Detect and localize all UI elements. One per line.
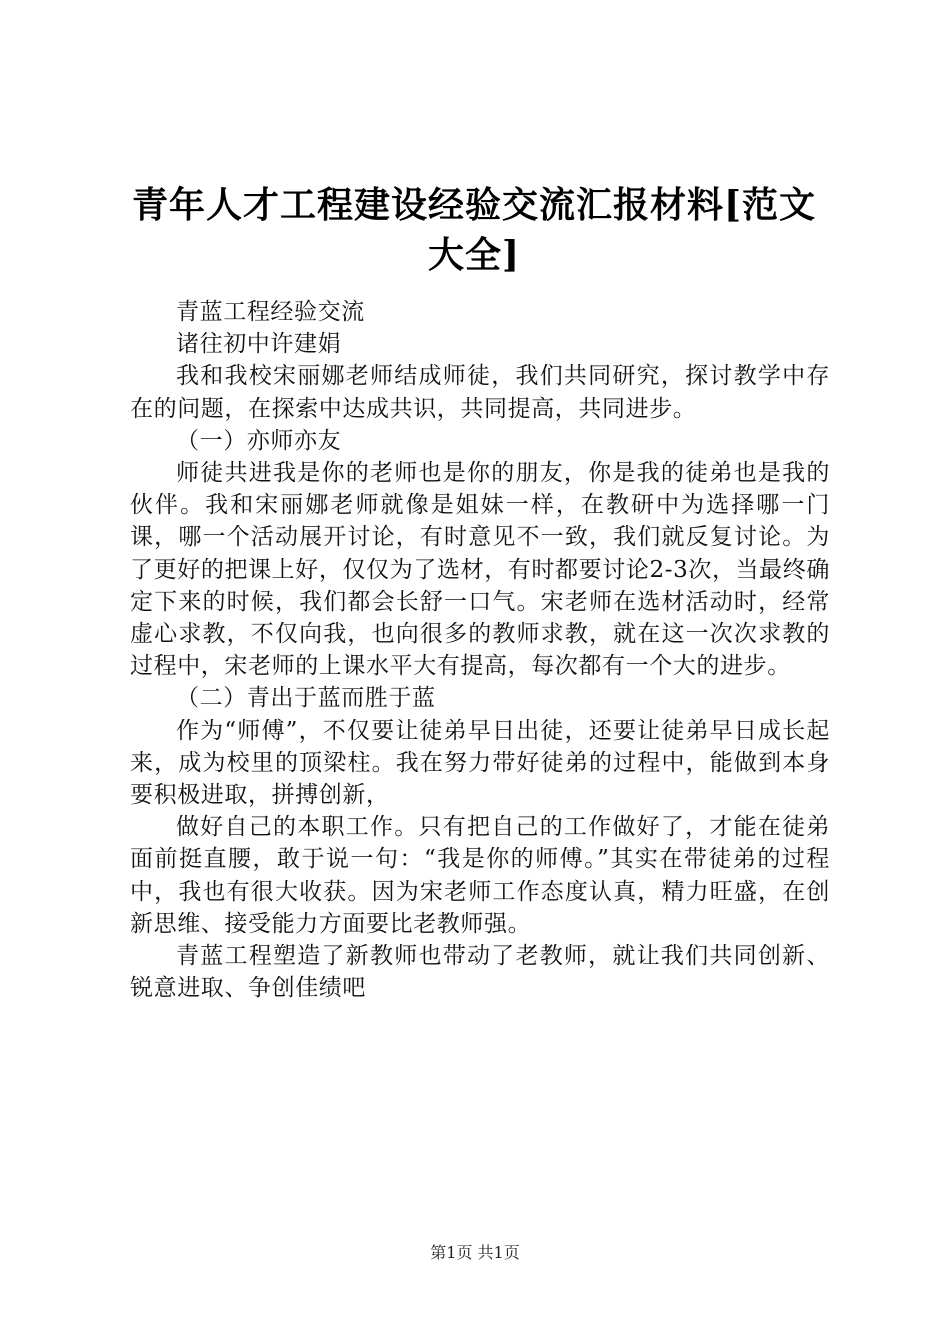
section-heading-2: （二）青出于蓝而胜于蓝: [176, 685, 436, 712]
section-2-paragraph-1: 作为“师傅”，不仅要让徒弟早日出徒，还要让徒弟早日成长起来，成为校里的顶梁柱。我在努力带好徒弟的过程中，能做到本身要积极进取，拼搏创新，: [130, 717, 830, 809]
section-2-paragraph-2: 做好自己的本职工作。只有把自己的工作做好了，才能在徒弟面前挺直腰，敢于说一句：“我是你的师傅。”其实在带徒弟的过程中，我也有很大收获。因为宋老师工作态度认真，精力旺盛，在创新思维、接受能力方面要比老教师强。: [130, 814, 830, 937]
closing-paragraph: 青蓝工程塑造了新教师也带动了老教师，就让我们共同创新、锐意进取、争创佳绩吧: [130, 943, 830, 1002]
document-body: [130, 296, 830, 1004]
page-footer: 第1页 共1页: [430, 1243, 520, 1262]
section-heading-1: （一）亦师亦友: [176, 427, 342, 454]
intro-paragraph: 我和我校宋丽娜老师结成师徒，我们共同研究，探讨教学中存在的问题，在探索中达成共识，共同提高，共同进步。: [130, 363, 830, 422]
section-1-paragraph: 师徒共进我是你的老师也是你的朋友，你是我的徒弟也是我的伙伴。我和宋丽娜老师就像是姐妹一样，在教研中为选择哪一门课，哪一个活动展开讨论，有时意见不一致，我们就反复讨论。为了更好的把课上好，仅仅为了选材，有时都要讨论2-3次，当最终确定下来的时候，我们都会长舒一口气。宋老师在选材活动时，经常虚心求教，不仅向我，也向很多的教师求教，就在这一次次求教的过程中，宋老师的上课水平大有提高，每次都有一个大的进步。: [130, 460, 830, 680]
subtitle-paragraph: 青蓝工程经验交流: [176, 299, 365, 325]
author-paragraph: 诸往初中许建娟: [176, 331, 342, 358]
document-title: 青年人才工程建设经验交流汇报材料[范文大全]: [131, 184, 817, 276]
